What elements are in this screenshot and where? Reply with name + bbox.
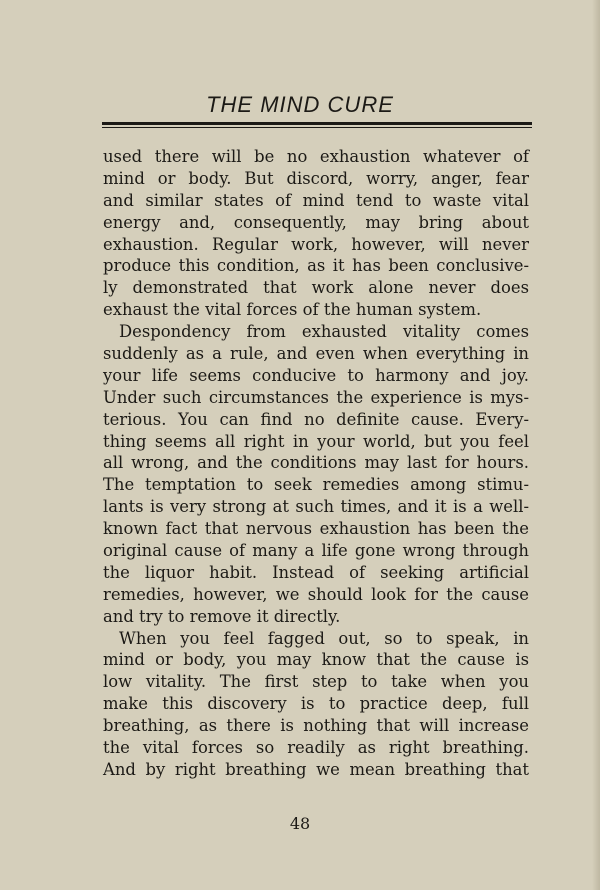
page-number: 48 — [289, 814, 311, 833]
text-line: remedies, however, we should look for the cause — [103, 584, 529, 604]
text-line: lants is very strong at such times, and it is a well- — [103, 497, 529, 517]
text-line: known fact that nervous exhaustion has been the — [103, 519, 529, 539]
text-line: original cause of many a life gone wrong through — [103, 541, 529, 561]
text-line: the vital forces so readily as right breathing. — [103, 738, 529, 758]
text-line: terious. You can find no definite cause. Every- — [103, 409, 529, 429]
text-line: produce this condition, as it has been conclusive- — [103, 256, 529, 276]
text-line: and try to remove it directly. — [103, 606, 341, 626]
running-head: THE MIND CURE — [206, 92, 394, 117]
text-line: And by right breathing we mean breathing that — [103, 759, 529, 779]
header-rule-thick — [102, 122, 532, 125]
text-line: thing seems all right in your world, but you feel — [103, 431, 529, 451]
text-line: your life seems conducive to harmony and joy. — [103, 365, 529, 385]
text-line: Under such circumstances the experience is mys- — [103, 387, 529, 407]
text-line: and similar states of mind tend to waste vital — [103, 190, 529, 210]
text-line: exhaustion. Regular work, however, will never — [103, 234, 529, 254]
text-line: breathing, as there is nothing that will increase — [103, 716, 529, 736]
text-line: all wrong, and the conditions may last for hours. — [103, 453, 529, 473]
text-line: suddenly as a rule, and even when everything in — [103, 344, 529, 364]
text-line: energy and, consequently, may bring about — [103, 212, 529, 232]
text-line: mind or body, you may know that the cause is — [103, 650, 529, 670]
text-line: The temptation to seek remedies among stimu- — [103, 475, 529, 495]
body-text — [103, 146, 529, 781]
text-line: ly demonstrated that work alone never does — [103, 278, 529, 298]
text-line: used there will be no exhaustion whatever of — [103, 147, 529, 166]
text-line: Despondency from exhausted vitality comes — [119, 322, 529, 342]
text-line: low vitality. The first step to take when you — [103, 672, 529, 692]
text-line: exhaust the vital forces of the human system. — [103, 300, 482, 320]
page-edge-shadow — [592, 0, 600, 890]
text-line: When you feel fagged out, so to speak, in — [119, 628, 529, 648]
text-line: mind or body. But discord, worry, anger, fear — [103, 168, 529, 188]
text-line: the liquor habit. Instead of seeking artificial — [103, 562, 529, 582]
header-rule-thin — [102, 127, 532, 128]
text-line: make this discovery is to practice deep, full — [103, 694, 529, 714]
